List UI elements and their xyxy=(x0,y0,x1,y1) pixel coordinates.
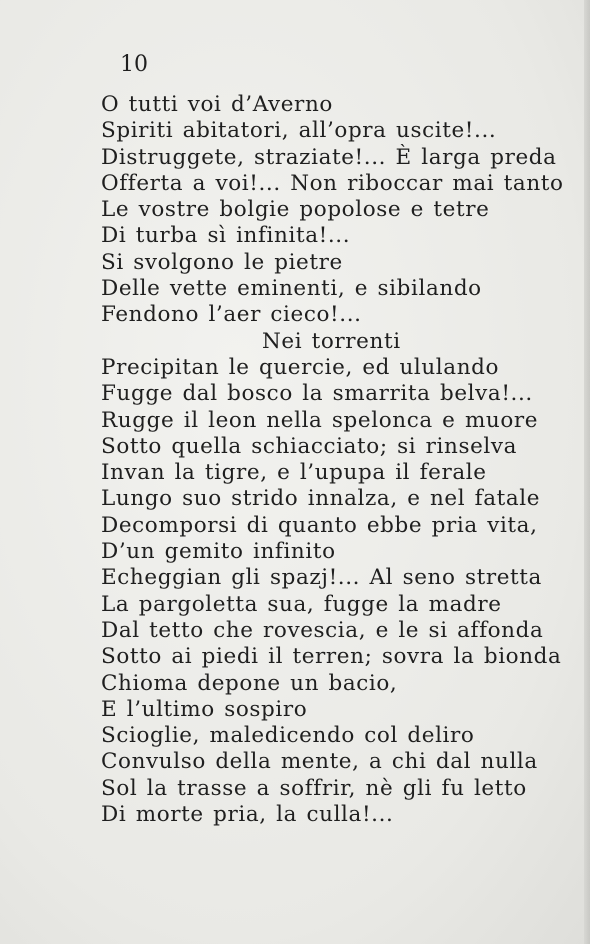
verse-line: Echeggian gli spazj!... Al seno stretta xyxy=(101,565,542,591)
verse-line: E l’ultimo sospiro xyxy=(101,696,308,722)
verse-line: Chioma depone un bacio, xyxy=(101,670,398,696)
verse-line: Dal tetto che rovescia, e le si affonda xyxy=(101,617,544,643)
verse-line: Distruggete, straziate!... È larga preda xyxy=(101,144,557,170)
verse-line-indented: Nei torrenti xyxy=(262,328,401,354)
verse-line: Offerta a voi!... Non riboccar mai tanto xyxy=(101,170,564,196)
verse-line: Sotto quella schiacciato; si rinselva xyxy=(101,433,518,459)
verse-line: Rugge il leon nella spelonca e muore xyxy=(101,407,539,433)
verse-line: Spiriti abitatori, all’opra uscite!... xyxy=(101,118,497,144)
page-edge xyxy=(584,0,590,944)
verse-line: O tutti voi d’Averno xyxy=(101,92,333,117)
verse-line: La pargoletta sua, fugge la madre xyxy=(101,591,502,617)
verse-line: Lungo suo strido innalza, e nel fatale xyxy=(101,486,541,512)
poem-verse xyxy=(101,92,564,828)
verse-line: Sotto ai piedi il terren; sovra la bionda xyxy=(101,644,562,670)
verse-line: Delle vette eminenti, e sibilando xyxy=(101,276,482,302)
verse-line: Di morte pria, la culla!... xyxy=(101,802,394,828)
verse-line: Decomporsi di quanto ebbe pria vita, xyxy=(101,512,538,538)
verse-line: Fugge dal bosco la smarrita belva!... xyxy=(101,381,533,407)
verse-line: Si svolgono le pietre xyxy=(101,249,343,275)
verse-line: Sol la trasse a soffrir, nè gli fu letto xyxy=(101,775,527,801)
verse-line: D’un gemito infinito xyxy=(101,539,336,565)
verse-line: Di turba sì infinita!... xyxy=(101,223,351,249)
verse-line: Fendono l’aer cieco!... xyxy=(101,302,362,328)
verse-line: Le vostre bolgie popolose e tetre xyxy=(101,197,490,223)
verse-line: Convulso della mente, a chi dal nulla xyxy=(101,749,538,775)
verse-line: Scioglie, maledicendo col deliro xyxy=(101,723,475,749)
verse-line: Precipitan le quercie, ed ululando xyxy=(101,354,500,380)
verse-line: Invan la tigre, e l’upupa il ferale xyxy=(101,460,487,486)
page-number: 10 xyxy=(120,52,148,77)
